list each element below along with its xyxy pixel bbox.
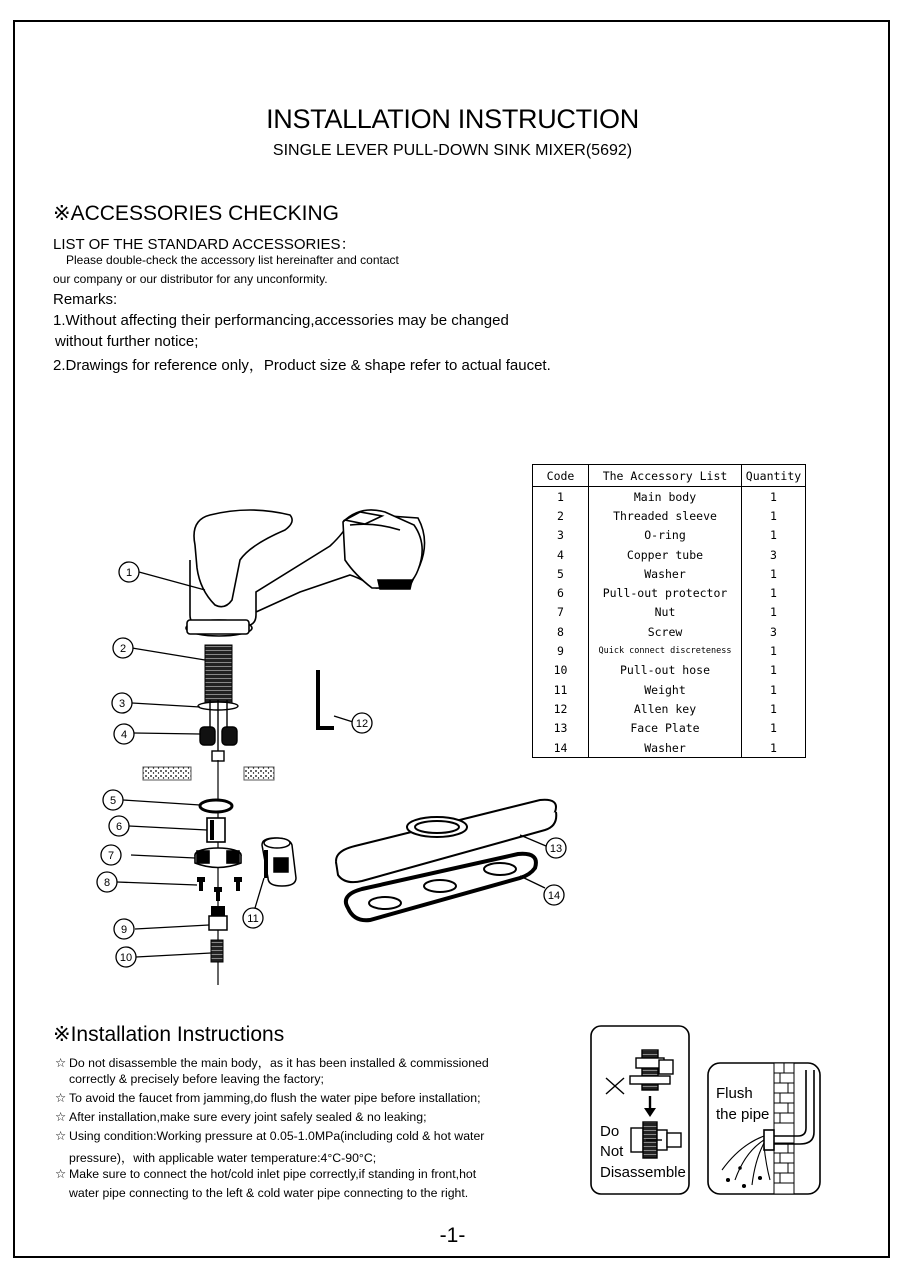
table-cell-name: Washer bbox=[589, 738, 742, 758]
callout-label: 14 bbox=[547, 890, 561, 902]
table-cell-qty: 1 bbox=[742, 583, 806, 602]
disassemble-text-line3: Disassemble bbox=[600, 1164, 686, 1181]
check-text-line1: Please double-check the accessory list hereinafter and contact bbox=[66, 253, 399, 267]
note-text: Using condition:Working pressure at 0.05-1.0MPa(including cold & hot water bbox=[69, 1129, 485, 1143]
table-cell-code: 4 bbox=[557, 547, 564, 562]
accessories-heading: ※ACCESSORIES CHECKING bbox=[53, 202, 339, 225]
disassemble-text-line1: Do bbox=[600, 1123, 620, 1140]
table-cell-code: 8 bbox=[557, 624, 564, 639]
table-cell-code: 6 bbox=[557, 586, 564, 601]
flush-text-line2: the pipe bbox=[716, 1106, 770, 1123]
table-cell-name: Quick connect discreteness bbox=[589, 641, 742, 660]
callout-label: 3 bbox=[118, 698, 126, 710]
installation-heading: ※Installation Instructions bbox=[53, 1023, 285, 1046]
page-number: -1- bbox=[439, 1224, 466, 1247]
weight-shape bbox=[262, 838, 296, 886]
note-line bbox=[55, 1091, 481, 1105]
table-cell-name: Nut bbox=[589, 603, 742, 622]
screws-shape bbox=[197, 877, 242, 901]
table-cell-name: Allen key bbox=[589, 699, 742, 718]
note-text-continued: correctly & precisely before leaving the factory; bbox=[69, 1072, 324, 1086]
note-text: Do not disassemble the main body，as it has been installed & commissioned bbox=[69, 1056, 489, 1070]
page-title: INSTALLATION INSTRUCTION bbox=[266, 104, 639, 134]
callout-label: 9 bbox=[120, 924, 128, 936]
table-cell-code: 7 bbox=[557, 605, 564, 620]
remark1-line1: 1.Without affecting their performancing,accessories may be changed bbox=[53, 312, 509, 329]
callout-label: 13 bbox=[549, 843, 563, 855]
table-cell-qty: 1 bbox=[742, 699, 806, 718]
table-cell-name: Threaded sleeve bbox=[589, 506, 742, 525]
table-cell-qty: 1 bbox=[742, 738, 806, 758]
table-cell-qty: 1 bbox=[742, 564, 806, 583]
note-text-continued: pressure)，with applicable water temperature:4°C-90°C; bbox=[69, 1151, 377, 1165]
table-cell-code: 14 bbox=[553, 740, 568, 755]
disassemble-text-line2: Not bbox=[600, 1143, 624, 1160]
remark2: 2.Drawings for reference only，Product size & shape refer to actual faucet. bbox=[53, 357, 551, 374]
table-cell-qty: 1 bbox=[742, 641, 806, 660]
table-cell-qty: 1 bbox=[742, 661, 806, 680]
star-icon: ☆ bbox=[55, 1167, 67, 1181]
washer-shape bbox=[200, 800, 232, 812]
table-cell-code: 3 bbox=[557, 528, 564, 543]
countertop-right bbox=[244, 767, 274, 780]
pull-out-protector-shape bbox=[207, 818, 225, 842]
callout-label: 2 bbox=[119, 643, 127, 655]
table-cell-name: Copper tube bbox=[589, 545, 742, 564]
table-cell-name: Pull-out hose bbox=[589, 661, 742, 680]
note-line bbox=[55, 1129, 484, 1143]
callout-label: 12 bbox=[355, 718, 369, 730]
note-text: Make sure to connect the hot/cold inlet pipe correctly,if standing in front,hot bbox=[69, 1167, 477, 1181]
note-line bbox=[55, 1167, 476, 1181]
table-cell-code: 2 bbox=[557, 508, 564, 523]
note-text: After installation,make sure every joint safely sealed & no leaking; bbox=[69, 1110, 427, 1124]
table-cell-name: Pull-out protector bbox=[589, 583, 742, 602]
table-cell-name: Screw bbox=[589, 622, 742, 641]
check-text-line2: our company or our distributor for any unconformity. bbox=[53, 272, 328, 286]
table-cell-code: 5 bbox=[557, 566, 564, 581]
faucet-body bbox=[186, 510, 425, 636]
callout-label: 6 bbox=[115, 821, 123, 833]
callout-label: 5 bbox=[109, 795, 117, 807]
star-icon: ☆ bbox=[55, 1110, 67, 1124]
brick-wall-icon bbox=[774, 1063, 794, 1194]
threaded-sleeve-shape bbox=[205, 645, 232, 705]
table-cell-qty: 1 bbox=[742, 603, 806, 622]
col-code-header: Code bbox=[533, 465, 589, 487]
callout-label: 4 bbox=[120, 729, 128, 741]
col-list-header: The Accessory List bbox=[589, 465, 742, 487]
table-cell-qty: 1 bbox=[742, 526, 806, 545]
leader-lines bbox=[117, 572, 546, 957]
note-line bbox=[55, 1110, 427, 1124]
flush-pipe-box bbox=[708, 1063, 820, 1194]
callout-label: 10 bbox=[119, 952, 133, 964]
nut-shape bbox=[195, 848, 241, 868]
star-icon: ☆ bbox=[55, 1056, 67, 1070]
table-cell-code: 9 bbox=[557, 644, 564, 659]
table-cell-qty: 1 bbox=[742, 719, 806, 738]
table-cell-code: 1 bbox=[557, 489, 564, 504]
table-cell-code: 12 bbox=[553, 701, 568, 716]
star-icon: ☆ bbox=[55, 1091, 67, 1105]
star-icon: ☆ bbox=[55, 1129, 67, 1143]
table-cell-name: Weight bbox=[589, 680, 742, 699]
table-cell-name: Washer bbox=[589, 564, 742, 583]
accessories-list-title: LIST OF THE STANDARD ACCESSORIES： bbox=[53, 236, 356, 253]
allen-key-shape bbox=[318, 670, 334, 728]
table-cell-code: 11 bbox=[553, 682, 568, 697]
table-cell-name: Face Plate bbox=[589, 719, 742, 738]
col-quantity-header: Quantity bbox=[742, 465, 806, 487]
table-cell-code: 13 bbox=[553, 721, 568, 736]
callout-label: 1 bbox=[125, 567, 133, 579]
note-text: To avoid the faucet from jamming,do flush the water pipe before installation; bbox=[69, 1091, 481, 1105]
table-cell-qty: 1 bbox=[742, 680, 806, 699]
note-line bbox=[55, 1053, 489, 1071]
table-cell-qty: 3 bbox=[742, 622, 806, 641]
note-text-continued: water pipe connecting to the left & cold water pipe connecting to the right. bbox=[69, 1186, 469, 1200]
callout-label: 11 bbox=[247, 913, 259, 925]
callout-label: 7 bbox=[107, 850, 115, 862]
callout-label: 8 bbox=[103, 877, 111, 889]
countertop-left bbox=[143, 767, 191, 780]
remarks-label: Remarks: bbox=[53, 291, 118, 308]
table-cell-name: Main body bbox=[589, 487, 742, 507]
callout-circles bbox=[97, 562, 566, 967]
table-cell-qty: 3 bbox=[742, 545, 806, 564]
pull-out-hose-shape bbox=[211, 940, 223, 962]
table-cell-qty: 1 bbox=[742, 487, 806, 507]
page-subtitle: SINGLE LEVER PULL-DOWN SINK MIXER(5692) bbox=[272, 142, 633, 159]
flush-text-line1: Flush bbox=[716, 1085, 753, 1102]
quick-connect-shape bbox=[209, 906, 227, 930]
table-cell-qty: 1 bbox=[742, 506, 806, 525]
table-cell-name: O-ring bbox=[589, 526, 742, 545]
remark1-line2: without further notice; bbox=[55, 333, 199, 350]
table-cell-code: 10 bbox=[553, 663, 568, 678]
